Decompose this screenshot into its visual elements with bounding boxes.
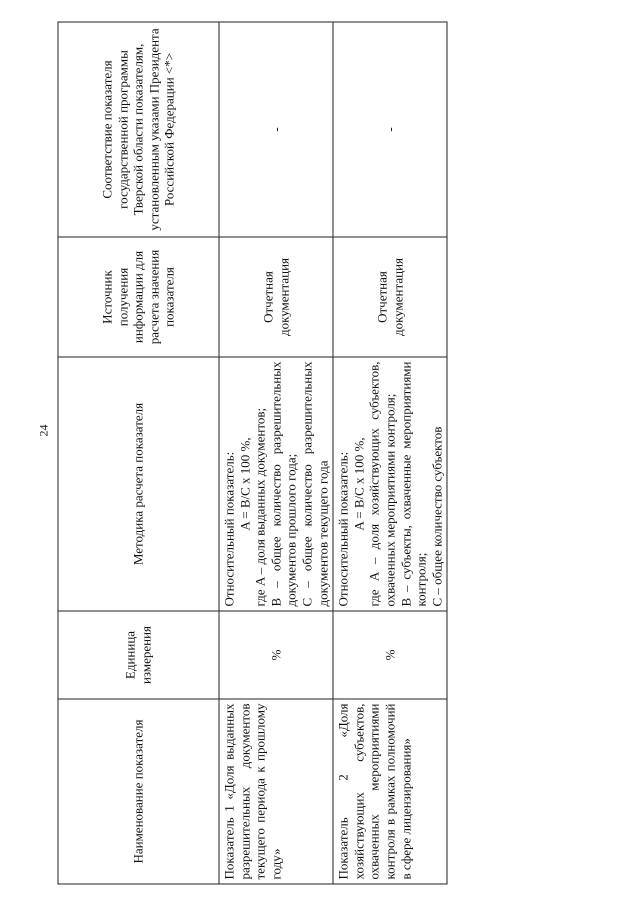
- rotated-table-container: [58, 22, 583, 884]
- method-definition-b: B – общее количество разрешительных документов прошлого года;: [268, 361, 299, 606]
- indicator-source: Отчетная документация: [219, 237, 333, 357]
- indicators-table: [58, 21, 448, 884]
- indicator-correspondence: -: [219, 22, 333, 237]
- indicator-source: Отчетная документация: [333, 237, 447, 357]
- method-intro: Относительный показатель:: [221, 451, 237, 606]
- method-definition-c: C – общее количество разрешительных документов текущего года: [299, 361, 331, 606]
- method-formula: A = B/C x 100 %,: [351, 436, 367, 531]
- method-formula: A = B/C x 100 %,: [237, 436, 253, 531]
- indicator-unit: %: [333, 611, 447, 699]
- indicator-name: Показатель 1 «Доля выданных разрешительных документов текущего периода к прошлому году»: [219, 699, 333, 884]
- table-row: [219, 22, 333, 884]
- page-number: 24: [36, 424, 51, 437]
- method-definition-a: где A – доля хозяйствующих субъектов, охваченных мероприятиями контроля;: [366, 361, 398, 606]
- method-definition-a: где A – доля выданных документов;: [252, 407, 268, 606]
- indicator-name: Показатель 2 «Доля хозяйствующих субъектов, охваченных мероприятиями контроля в рамках полномочий в сфере лицензирования»: [333, 699, 447, 884]
- indicator-method: [333, 357, 447, 611]
- table-row: [333, 22, 447, 884]
- method-definition-b: B – субъекты, охваченные мероприятиями контроля;: [398, 361, 429, 606]
- header-name: Наименование показателя: [58, 699, 219, 884]
- indicator-correspondence: -: [333, 22, 447, 237]
- method-definition-c: C – общее количество субъектов: [429, 426, 445, 606]
- method-intro: Относительный показатель:: [335, 451, 351, 606]
- header-unit: Единица измерения: [58, 611, 219, 699]
- indicator-method: [219, 357, 333, 611]
- indicator-unit: %: [219, 611, 333, 699]
- table-header-row: [58, 22, 219, 884]
- header-source: Источник получения информации для расчета значения показателя: [58, 237, 219, 357]
- header-method: Методика расчета показателя: [58, 357, 219, 611]
- header-correspondence: Соответствие показателя государственной программы Тверской области показателям, установленным указами Президента Российской Федерации <*>: [58, 22, 219, 237]
